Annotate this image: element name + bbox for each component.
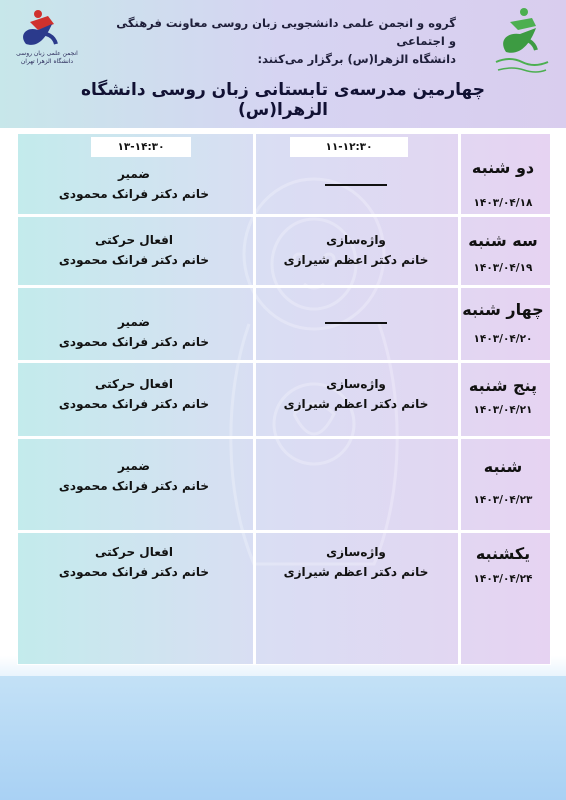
session-cell <box>258 230 454 270</box>
session-topic: واژه‌سازی <box>326 377 386 391</box>
session-cell <box>18 542 250 582</box>
university-vice-presidency-logo-icon <box>490 4 554 78</box>
empty-dash <box>325 184 387 186</box>
empty-dash <box>325 322 387 324</box>
day-date: ۱۴۰۳/۰۴/۲۰ <box>473 333 533 345</box>
row-divider <box>18 285 550 288</box>
day-name: سه شنبه <box>468 231 538 250</box>
day-date: ۱۴۰۳/۰۴/۱۹ <box>473 262 533 274</box>
session-cell <box>18 164 250 204</box>
session-topic: ضمیر <box>117 459 150 473</box>
time-slot-1: ۱۱-۱۲:۳۰ <box>290 137 408 157</box>
session-topic: افعال حرکتی <box>95 377 173 391</box>
session-topic: واژه‌سازی <box>326 545 386 559</box>
page-title: چهارمین مدرسه‌ی تابستانی زبان روسی دانشگاه الزهرا(س) <box>81 80 485 120</box>
society-logo-caption <box>8 50 86 66</box>
society-logo <box>8 4 86 80</box>
day-date: ۱۴۰۳/۰۴/۲۳ <box>473 494 533 506</box>
day-name: یکشنبه <box>475 544 531 563</box>
organizer-line-1: گروه و انجمن علمی دانشجویی زبان روسی معاونت فرهنگی و اجتماعی <box>116 16 456 48</box>
empty-slot-dash <box>258 184 454 186</box>
session-cell <box>258 542 454 582</box>
footer-background <box>0 676 566 800</box>
session-topic: افعال حرکتی <box>95 233 173 247</box>
session-cell <box>258 374 454 414</box>
session-teacher: خانم دکتر فرانک محمودی <box>58 397 210 411</box>
session-cell <box>18 312 250 352</box>
day-name: پنج شنبه <box>468 376 538 395</box>
day-name: دو شنبه <box>471 158 535 177</box>
session-teacher: خانم دکتر اعظم شیرازی <box>283 253 429 267</box>
day-name: چهار شنبه <box>462 300 544 319</box>
session-cell <box>18 456 250 496</box>
logo-caption-line1: انجمن علمی زبان روسی <box>16 50 78 57</box>
day-date: ۱۴۰۳/۰۴/۲۱ <box>473 404 533 416</box>
session-cell <box>18 374 250 414</box>
row-divider <box>18 214 550 217</box>
session-teacher: خانم دکتر فرانک محمودی <box>58 253 210 267</box>
day-date: ۱۴۰۳/۰۴/۲۴ <box>473 573 533 585</box>
session-teacher: خانم دکتر فرانک محمودی <box>58 187 210 201</box>
session-teacher: خانم دکتر فرانک محمودی <box>58 479 210 493</box>
logo-caption-line2: دانشگاه الزهرا تهران <box>20 58 74 65</box>
schedule-table <box>17 133 551 665</box>
row-divider <box>18 530 550 533</box>
session-teacher: خانم دکتر اعظم شیرازی <box>283 565 429 579</box>
session-teacher: خانم دکتر فرانک محمودی <box>58 565 210 579</box>
organizer-text <box>108 14 456 68</box>
session-topic: واژه‌سازی <box>326 233 386 247</box>
session-teacher: خانم دکتر فرانک محمودی <box>58 335 210 349</box>
organizer-line-2: دانشگاه الزهرا(س) برگزار می‌کنند: <box>257 52 456 66</box>
row-divider <box>18 360 550 363</box>
day-name: شنبه <box>483 457 523 476</box>
session-cell <box>18 230 250 270</box>
day-date: ۱۴۰۳/۰۴/۱۸ <box>473 197 533 209</box>
university-logo <box>490 4 554 78</box>
time-slot-2: ۱۳-۱۴:۳۰ <box>91 137 191 157</box>
session-topic: ضمیر <box>117 315 150 329</box>
society-logo-icon <box>8 4 86 52</box>
session-topic: افعال حرکتی <box>95 545 173 559</box>
session-topic: ضمیر <box>117 167 150 181</box>
empty-slot-dash <box>258 322 454 324</box>
session-teacher: خانم دکتر اعظم شیرازی <box>283 397 429 411</box>
row-divider <box>18 436 550 439</box>
